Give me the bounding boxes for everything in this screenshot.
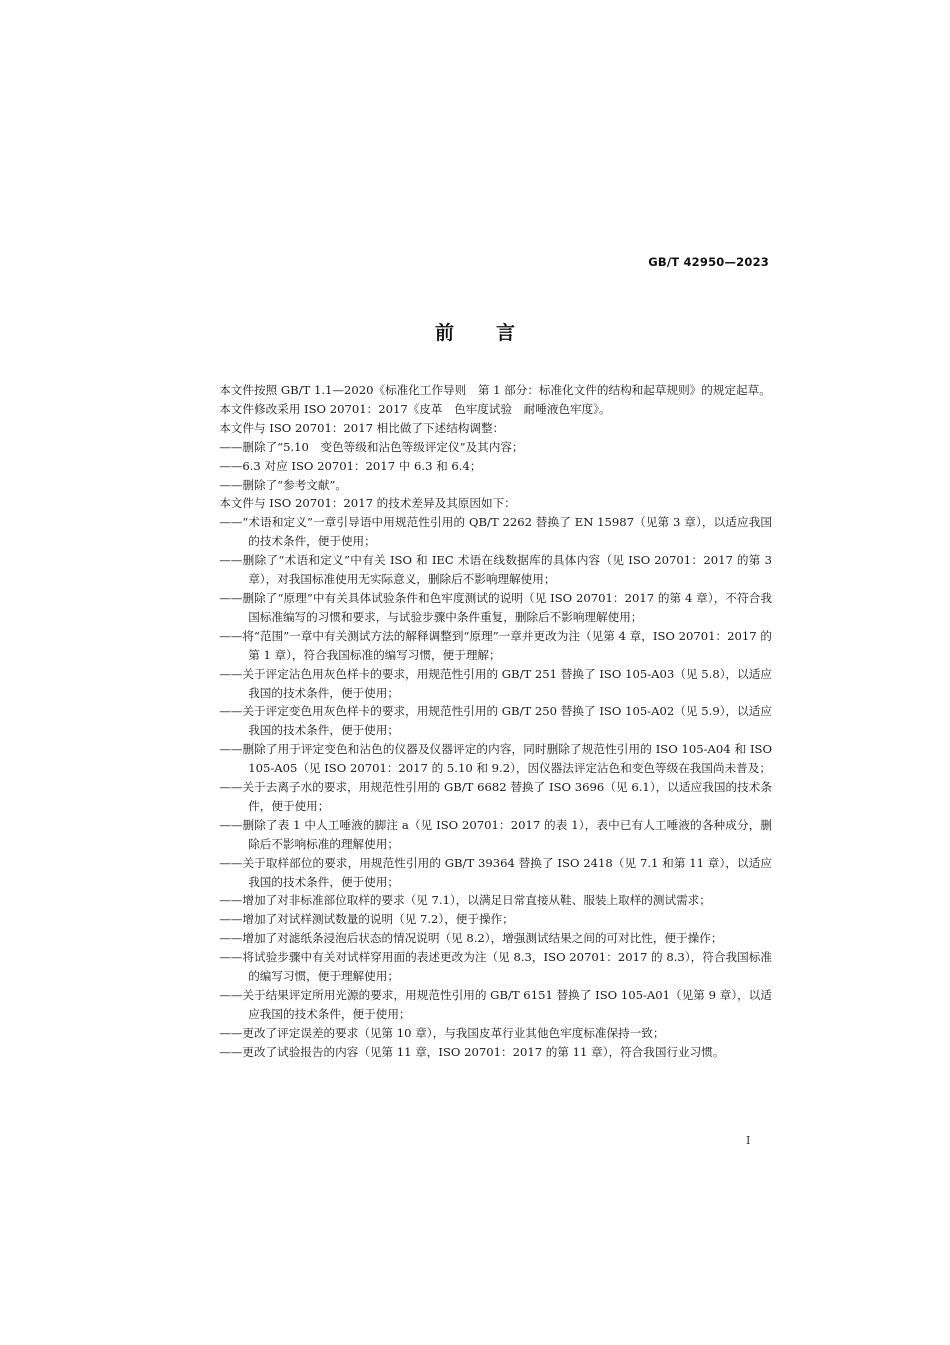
list-item: ——6.3 对应 ISO 20701：2017 中 6.3 和 6.4； [219, 458, 482, 473]
list-item: ——删除了“5.10 变色等级和沾色等级评定仪”及其内容； [219, 439, 524, 454]
list-item: ——删除了表 1 中人工唾液的脚注 a（见 ISO 20701：2017 的表 1），表中已有人工唾液的各种成分，删除后不影响标准的理解使用； [219, 817, 773, 851]
list-item: ——增加了对试样测试数量的说明（见 7.2），便于操作； [219, 912, 514, 927]
list-item: ——更改了试验报告的内容（见第 11 章，ISO 20701：2017 的第 11 章），符合我国行业习惯。 [219, 1044, 725, 1059]
list-item: ——关于取样部位的要求，用规范性引用的 GB/T 39364 替换了 ISO 2418（见 7.1 和第 11 章），以适应我国的技术条件，便于使用； [219, 855, 772, 889]
document-body [196, 381, 772, 1062]
list-item: ——关于去离子水的要求，用规范性引用的 GB/T 6682 替换了 ISO 3696（见 6.1），以适应我国的技术条件，便于使用； [219, 780, 772, 813]
list-item: ——将“范围”一章中有关测试方法的解释调整到“原理”一章并更改为注（见第 4 章，ISO 20701：2017 的第 1 章），符合我国标准的编写习惯，便于理解； [219, 628, 772, 662]
list-item: ——关于评定沾色用灰色样卡的要求，用规范性引用的 GB/T 251 替换了 ISO 105-A03（见 5.8），以适应我国的技术条件，便于使用； [219, 666, 772, 700]
list-item: ——关于结果评定所用光源的要求，用规范性引用的 GB/T 6151 替换了 ISO 105-A01（见第 9 章），以适应我国的技术条件，便于使用； [219, 988, 772, 1021]
paragraph-drafting-rules: 本文件按照 GB/T 1.1—2020《标准化工作导则 第 1 部分：标准化文件的结构和起草规则》的规定起草。 [219, 383, 771, 397]
list-item: ——关于评定变色用灰色样卡的要求，用规范性引用的 GB/T 250 替换了 ISO 105-A02（见 5.9），以适应我国的技术条件，便于使用； [219, 704, 772, 738]
list-item: ——删除了用于评定变色和沾色的仪器及仪器评定的内容，同时删除了规范性引用的 ISO 105-A04 和 ISO 105-A05（见 ISO 20701：2017 的 5.10 和 9.2），因仪器法评定沾色和变色等级在我国尚未普及； [219, 742, 772, 776]
paragraph-structure-intro: 本文件与 ISO 20701：2017 相比做了下述结构调整： [219, 420, 505, 435]
list-item: ——删除了“原理”中有关具体试验条件和色牢度测试的说明（见 ISO 20701：2017 的第 4 章），不符合我国标准编写的习惯和要求，与试验步骤中条件重复，删除后不影响理解使用； [219, 590, 772, 624]
list-item: ——删除了“参考文献”。 [219, 477, 347, 492]
paragraph-differences-intro: 本文件与 ISO 20701：2017 的技术差异及其原因如下： [219, 496, 516, 511]
standard-code: GB/T 42950—2023 [648, 255, 769, 269]
list-item: ——“术语和定义”一章引导语中用规范性引用的 QB/T 2262 替换了 EN 15987（见第 3 章），以适应我国的技术条件，便于使用； [219, 515, 772, 549]
list-item: ——增加了对非标准部位取样的要求（见 7.1），以满足日常直接从鞋、服装上取样的测试需求； [219, 893, 711, 908]
paragraph-adoption: 本文件修改采用 ISO 20701：2017《皮革 色牢度试验 耐唾液色牢度》。 [219, 401, 611, 416]
list-item: ——增加了对滤纸条浸泡后状态的情况说明（见 8.2），增强测试结果之间的可对比性，便于操作； [219, 931, 723, 946]
page-number: I [746, 1134, 751, 1147]
list-item: ——将试验步骤中有关对试样穿用面的表述更改为注（见 8.3，ISO 20701：2017 的 8.3），符合我国标准的编写习惯，便于理解使用； [219, 950, 772, 984]
list-item: ——删除了“术语和定义”中有关 ISO 和 IEC 术语在线数据库的具体内容（见 ISO 20701：2017 的第 3 章），对我国标准使用无实际意义，删除后不影响理解使用； [219, 553, 772, 587]
list-item: ——更改了评定误差的要求（见第 10 章），与我国皮革行业其他色牢度标准保持一致； [219, 1025, 665, 1040]
page-title: 前言 [434, 322, 557, 344]
